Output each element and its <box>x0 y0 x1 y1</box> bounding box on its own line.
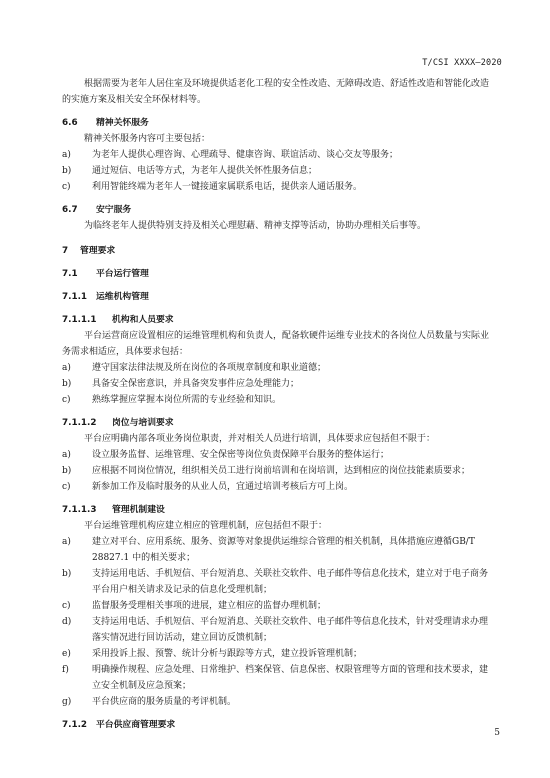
section-7-1-1-3-heading <box>62 503 492 518</box>
list-item-text: 具备安全保密意识，并具备突发事件应急处理能力； <box>92 379 300 389</box>
section-6-7-heading <box>62 203 492 218</box>
section-title: 岗位与培训要求 <box>112 418 174 428</box>
list-item <box>62 662 492 694</box>
list-item-text: 明确操作规程、应急处理、日常维护、档案保管、信息保密、权限管理等方面的管理和技术要求，建立安全机制及应急预案； <box>92 665 489 691</box>
section-number: 7.1.1 <box>62 292 88 302</box>
list-item <box>62 694 492 710</box>
list-item-text: 熟练掌握应掌握本岗位所需的专业经验和知识。 <box>92 395 282 405</box>
page-number: 5 <box>494 728 500 738</box>
list-item-text: 利用智能终端为老年人一键接通家属联系电话，提供亲人通话服务。 <box>92 182 363 192</box>
section-number: 7.1.1.1 <box>62 315 97 325</box>
section-title: 管理机制建设 <box>112 505 165 515</box>
list-item <box>62 566 492 598</box>
standard-code: T/CSI XXXX—2020 <box>422 58 502 68</box>
list-item-text: 采用投诉上报、预警、统计分析与跟踪等方式，建立投诉管理机制； <box>92 649 363 659</box>
list-marker: c) <box>62 482 71 492</box>
list-marker: d) <box>62 617 72 627</box>
section-number: 7.1 <box>62 269 78 279</box>
list-marker: e) <box>62 649 71 659</box>
list-item-text: 为老年人提供心理咨询、心理疏导、健康咨询、联谊活动、谈心交友等服务； <box>92 150 399 160</box>
list-item <box>62 463 492 479</box>
list-item-text: 新参加工作及临时服务的从业人员，宜通过培训考核后方可上岗。 <box>92 482 354 492</box>
section-6-7-text: 为临终老年人提供特别支持及相关心理慰藉、精神支撑等活动，协助办理相关后事等。 <box>84 221 427 231</box>
section-7-1-1-1-heading <box>62 313 492 328</box>
section-number: 7.1.2 <box>62 720 88 730</box>
section-title: 平台供应商管理要求 <box>96 720 176 730</box>
top-paragraph: 根据需要为老年人居住室及环境提供适老化工程的安全性改造、无障碍改造、舒适性改造和智能化改造的实施方案及相关安全环保材料等。 <box>62 79 490 105</box>
section-title: 安宁服务 <box>96 205 132 215</box>
list-item <box>62 376 492 392</box>
list-item-text: 通过短信、电话等方式，为老年人提供关怀性服务信息； <box>92 166 318 176</box>
section-7-heading <box>62 244 492 259</box>
list-item-text: 平台供应商的服务质量的考评机制。 <box>92 697 237 707</box>
list-item-text: 支持运用电话、手机短信、平台短消息、关联社交软件、电子邮件等信息化技术，建立对于电子商务平台用户相关请求及记录的信息化受理机制； <box>92 569 489 595</box>
list-item <box>62 598 492 614</box>
list-marker: b) <box>62 166 72 176</box>
list-item-text: 设立服务监督、运维管理、安全保密等岗位负责保障平台服务的整体运行； <box>92 450 390 460</box>
list-item <box>62 614 492 646</box>
section-title: 机构和人员要求 <box>112 315 174 325</box>
list-marker: g) <box>62 697 72 707</box>
list-marker: b) <box>62 466 72 476</box>
list-marker: c) <box>62 395 71 405</box>
list-item <box>62 447 492 463</box>
section-number: 7.1.1.3 <box>62 505 97 515</box>
section-7-1-1-2-intro: 平台应明确内部各项业务岗位职责，并对相关人员进行培训，具体要求应包括但不限于： <box>84 434 436 444</box>
list-marker: a) <box>62 363 71 373</box>
section-7-1-1-2-list <box>62 447 492 495</box>
list-marker: b) <box>62 569 72 579</box>
list-marker: b) <box>62 379 72 389</box>
list-marker: a) <box>62 537 71 547</box>
list-item-text: 应根据不同岗位情况，组织相关员工进行岗前培训和在岗培训，达到相应的岗位技能素质要求； <box>92 466 471 476</box>
list-item-text: 遵守国家法律法规及所在岗位的各项规章制度和职业道德； <box>92 363 327 373</box>
section-title: 运维机构管理 <box>96 292 149 302</box>
list-item <box>62 179 492 195</box>
section-number: 7.1.1.2 <box>62 418 97 428</box>
list-item-text: 支持运用电话、手机短信、平台短消息、关联社交软件、电子邮件等信息化技术，针对受理请求办理落实情况进行回访活动，建立回访反馈机制； <box>92 617 489 643</box>
section-title: 管理要求 <box>80 246 116 256</box>
list-item <box>62 147 492 163</box>
list-marker: a) <box>62 150 71 160</box>
list-item <box>62 534 492 566</box>
section-number: 7 <box>62 246 69 256</box>
section-7-1-heading <box>62 267 492 282</box>
list-item <box>62 360 492 376</box>
list-item <box>62 646 492 662</box>
list-marker: f) <box>62 665 69 675</box>
section-6-6-heading <box>62 116 492 131</box>
section-7-1-1-3-intro: 平台运维管理机构应建立相应的管理机制，应包括但不限于： <box>84 521 328 531</box>
document-body <box>62 76 492 733</box>
list-marker: c) <box>62 182 71 192</box>
section-6-6-intro: 精神关怀服务内容可主要包括： <box>84 134 211 144</box>
section-7-1-2-heading <box>62 718 492 733</box>
section-7-1-1-2-heading <box>62 416 492 431</box>
section-6-6-list <box>62 147 492 195</box>
section-7-1-1-3-list <box>62 534 492 710</box>
list-item <box>62 479 492 495</box>
list-item <box>62 392 492 408</box>
list-item <box>62 163 492 179</box>
section-7-1-1-heading <box>62 290 492 305</box>
list-item-text: 监督服务受理相关事项的进展，建立相应的监督办理机制； <box>92 601 327 611</box>
section-7-1-1-1-list <box>62 360 492 408</box>
list-marker: c) <box>62 601 71 611</box>
section-number: 6.6 <box>62 118 78 128</box>
section-title: 精神关怀服务 <box>96 118 149 128</box>
list-item-text: 建立对平台、应用系统、服务、资源等对象提供运维综合管理的相关机制，具体措施应遵循GB/T 28827.1 中的相关要求； <box>92 537 475 563</box>
list-marker: a) <box>62 450 71 460</box>
section-number: 6.7 <box>62 205 78 215</box>
section-7-1-1-1-intro: 平台运营商应设置相应的运维管理机构和负责人，配备软硬件运维专业技术的各岗位人员数量与实际业务需求相适应，具体要求包括： <box>62 331 490 357</box>
section-title: 平台运行管理 <box>96 269 149 279</box>
